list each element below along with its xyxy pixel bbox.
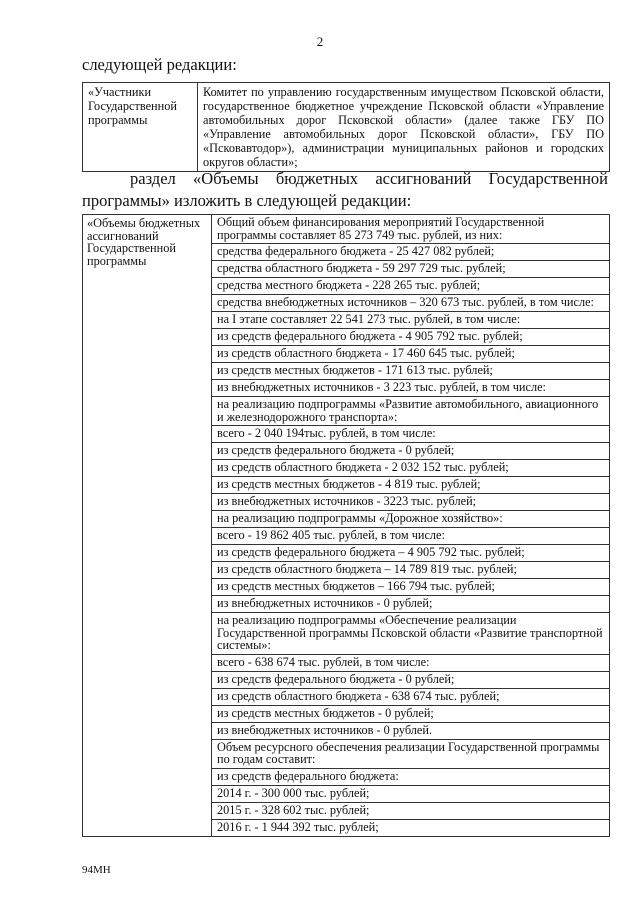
funding-line: из внебюджетных источников - 0 рублей. <box>212 723 609 740</box>
funding-line: средства местного бюджета - 228 265 тыс. рублей; <box>212 278 609 295</box>
participants-label: «Участники Государственной программы <box>83 83 198 172</box>
funding-line: Объем ресурсного обеспечения реализации Государственной программы по годам составит: <box>212 740 609 769</box>
section-paragraph <box>82 168 608 212</box>
funding-line: 2015 г. - 328 602 тыс. рублей; <box>212 803 609 820</box>
funding-line: из внебюджетных источников - 3 223 тыс. рублей, в том числе: <box>212 380 609 397</box>
funding-line: на I этапе составляет 22 541 273 тыс. рублей, в том числе: <box>212 312 609 329</box>
paragraph-text: раздел «Объемы бюджетных ассигнований Государственной программы» изложить в следующей редакции: <box>82 169 608 210</box>
funding-line: на реализацию подпрограммы «Развитие автомобильного, авиационного и железнодорожного транспорта»: <box>212 397 609 426</box>
funding-line: всего - 2 040 194тыс. рублей, в том числе: <box>212 426 609 443</box>
funding-line: на реализацию подпрограммы «Дорожное хозяйство»: <box>212 511 609 528</box>
funding-line: на реализацию подпрограммы «Обеспечение реализации Государственной программы Псковской области «Развитие транспортной системы»: <box>212 613 609 655</box>
funding-line: средства внебюджетных источников – 320 673 тыс. рублей, в том числе: <box>212 295 609 312</box>
funding-line: из средств федерального бюджета - 0 рублей; <box>212 672 609 689</box>
funding-line: 2016 г. - 1 944 392 тыс. рублей; <box>217 819 379 834</box>
funding-line: из средств федерального бюджета - 0 рублей; <box>212 443 609 460</box>
page-number: 2 <box>316 34 324 49</box>
funding-line: из средств областного бюджета - 17 460 645 тыс. рублей; <box>212 346 609 363</box>
funding-line: из средств местных бюджетов - 4 819 тыс. рублей; <box>212 477 609 494</box>
funding-line: из внебюджетных источников - 3223 тыс. рублей; <box>212 494 609 511</box>
document-code: 94МН <box>82 864 111 876</box>
funding-line: всего - 19 862 405 тыс. рублей, в том числе: <box>212 528 609 545</box>
intro-text: следующей редакции: <box>82 55 237 74</box>
participants-text: Комитет по управлению государственным имуществом Псковской области, государственное бюджетное учреждение Псковской области «Управление автомобильных дорог Псковской области» (далее также ГБУ ПО «Управление автомобильных дорог Псковской области», ГБУ ПО «Псковавтодор»), администрации муниципальных районов и городских округов области»; <box>198 83 610 172</box>
funding-line: Общий объем финансирования мероприятий Государственной программы составляет 85 273 749 тыс. рублей, из них: <box>212 215 609 244</box>
funding-line: из средств федерального бюджета - 4 905 792 тыс. рублей; <box>212 329 609 346</box>
funding-line: из внебюджетных источников - 0 рублей; <box>212 596 609 613</box>
funding-line: из средств местных бюджетов – 166 794 тыс. рублей; <box>212 579 609 596</box>
funding-line: средства федерального бюджета - 25 427 082 рублей; <box>212 244 609 261</box>
funding-line: средства областного бюджета - 59 297 729 тыс. рублей; <box>212 261 609 278</box>
table-row <box>83 83 610 172</box>
funding-line: из средств федерального бюджета – 4 905 792 тыс. рублей; <box>212 545 609 562</box>
funding-line: из средств местных бюджетов - 0 рублей; <box>212 706 609 723</box>
funding-line: из средств областного бюджета - 638 674 тыс. рублей; <box>212 689 609 706</box>
funding-table <box>82 214 610 837</box>
funding-line: из средств областного бюджета - 2 032 152 тыс. рублей; <box>212 460 609 477</box>
table-row <box>83 215 610 837</box>
funding-line: всего - 638 674 тыс. рублей, в том числе: <box>212 655 609 672</box>
funding-line: из средств федерального бюджета: <box>212 769 609 786</box>
funding-label: «Объемы бюджетных ассигнований Государственной программы <box>83 215 212 837</box>
funding-line: из средств местных бюджетов - 171 613 тыс. рублей; <box>212 363 609 380</box>
participants-table <box>82 82 610 172</box>
funding-line: 2014 г. - 300 000 тыс. рублей; <box>212 786 609 803</box>
funding-line: из средств областного бюджета – 14 789 819 тыс. рублей; <box>212 562 609 579</box>
funding-details <box>212 215 610 837</box>
